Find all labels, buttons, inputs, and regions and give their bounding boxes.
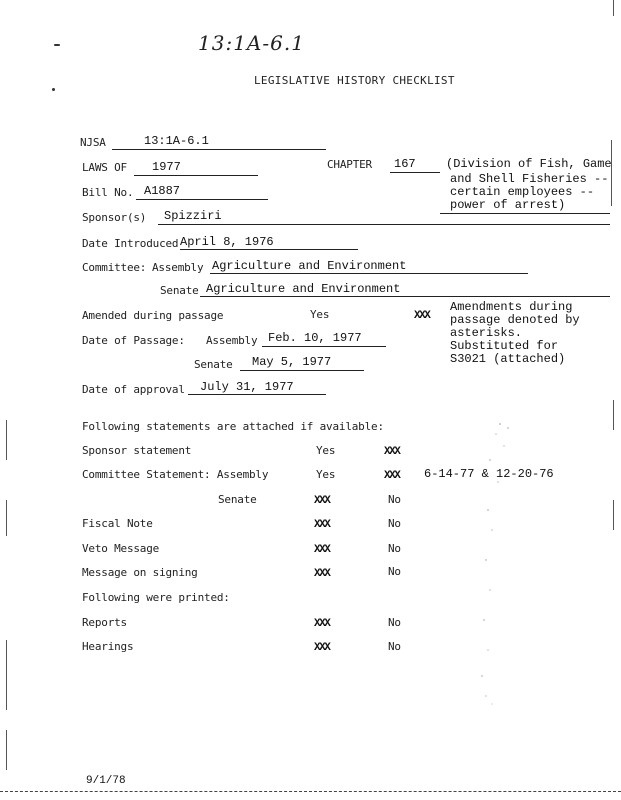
statement-label: Message on signing	[82, 566, 198, 579]
amended-yes: Yes	[310, 308, 330, 321]
amendment-note-line: Substituted for	[450, 339, 559, 353]
footer-rule	[0, 791, 621, 792]
printed-label: Hearings	[82, 640, 134, 653]
approval-value: July 31, 1977	[200, 380, 294, 394]
stray-mark	[54, 44, 60, 46]
passage-assembly-label: Assembly	[206, 334, 258, 347]
stray-mark	[52, 88, 55, 91]
bill-no-label: Bill No.	[82, 186, 134, 199]
statement-col1: XXX	[314, 544, 330, 556]
chapter-label: CHAPTER	[327, 158, 372, 171]
statement-label: Sponsor statement	[82, 444, 192, 457]
printed-col1: XXX	[314, 618, 330, 630]
statement-col1: XXX	[314, 495, 330, 507]
amendment-note-line: asterisks.	[450, 326, 523, 340]
committee-label: Committee:	[82, 261, 147, 274]
committee-senate-value: Agriculture and Environment	[206, 282, 401, 296]
committee-senate-label: Senate	[160, 284, 199, 297]
printed-label: Reports	[82, 616, 127, 629]
amendment-note-line: Amendments during	[450, 300, 573, 314]
printed-col1: XXX	[314, 642, 330, 654]
njsa-value: 13:1A-6.1	[144, 134, 209, 148]
chapter-value: 167	[394, 157, 416, 171]
approval-underline	[188, 394, 326, 395]
sponsor-label: Sponsor(s)	[82, 211, 147, 224]
passage-assembly-value: Feb. 10, 1977	[268, 331, 362, 345]
sponsor-value: Spizziri	[164, 209, 222, 223]
committee-assembly-value: Agriculture and Environment	[212, 259, 407, 273]
page-edge-line	[6, 420, 7, 460]
document-title: LEGISLATIVE HISTORY CHECKLIST	[254, 74, 455, 87]
page-edge-line	[613, 400, 614, 430]
page-edge-line	[611, 140, 612, 206]
bill-no-value: A1887	[144, 184, 181, 198]
statement-col2: XXX	[384, 470, 400, 482]
laws-of-underline	[134, 175, 258, 176]
scan-speckle	[470, 420, 530, 710]
description-line: and Shell Fisheries --	[450, 172, 609, 186]
statements-heading: Following statements are attached if available:	[82, 420, 384, 433]
amendment-note-line: passage denoted by	[450, 313, 580, 327]
printed-heading: Following were printed:	[82, 591, 230, 604]
statement-col2: XXX	[384, 446, 400, 458]
laws-of-value: 1977	[152, 160, 181, 174]
njsa-label: NJSA	[80, 136, 106, 149]
description-line: certain employees --	[450, 185, 595, 199]
statement-col2: No	[388, 493, 401, 506]
date-introduced-underline	[180, 249, 358, 250]
amendment-note-line: S3021 (attached)	[450, 352, 566, 366]
statement-col1: Yes	[316, 444, 336, 457]
printed-col2: No	[388, 640, 401, 653]
description-line: power of arrest)	[450, 198, 566, 212]
statement-label: Fiscal Note	[82, 517, 153, 530]
footer-date: 9/1/78	[86, 775, 126, 787]
page-edge-line	[6, 500, 7, 536]
passage-senate-value: May 5, 1977	[252, 355, 332, 369]
statement-label: Senate	[218, 493, 257, 506]
passage-senate-underline	[240, 370, 364, 371]
statement-col1: XXX	[314, 568, 330, 580]
handwritten-statute-number: 13:1A-6.1	[198, 31, 305, 55]
amended-mark: XXX	[414, 310, 430, 322]
description-underline	[440, 213, 610, 214]
printed-col2: No	[388, 616, 401, 629]
date-introduced-label: Date Introduced	[82, 237, 179, 250]
page-edge-line	[613, 0, 614, 16]
chapter-underline	[390, 172, 440, 173]
description-line: (Division of Fish, Game	[446, 157, 612, 171]
sponsor-underline	[158, 224, 610, 225]
passage-label: Date of Passage:	[82, 334, 185, 347]
amended-label: Amended during passage	[82, 309, 224, 322]
statement-label: Committee Statement: Assembly	[82, 468, 269, 481]
committee-assembly-label: Assembly	[152, 261, 204, 274]
statement-label: Veto Message	[82, 542, 160, 555]
committee-assembly-underline	[210, 273, 528, 274]
passage-senate-label: Senate	[194, 358, 233, 371]
bill-no-underline	[136, 199, 268, 200]
page-edge-line	[613, 500, 614, 530]
date-introduced-value: April 8, 1976	[180, 235, 274, 249]
statement-col2: No	[388, 565, 401, 578]
statement-col2: No	[388, 542, 401, 555]
page-edge-line	[6, 640, 7, 710]
statement-col1: Yes	[316, 468, 336, 481]
njsa-underline	[112, 149, 326, 150]
statement-note: 6-14-77 & 12-20-76	[424, 467, 554, 481]
laws-of-label: LAWS OF	[82, 161, 127, 174]
statement-col1: XXX	[314, 519, 330, 531]
statement-col2: No	[388, 517, 401, 530]
page-edge-line	[6, 730, 7, 770]
passage-assembly-underline	[262, 346, 386, 347]
committee-senate-underline	[200, 296, 610, 297]
approval-label: Date of approval	[82, 383, 185, 396]
